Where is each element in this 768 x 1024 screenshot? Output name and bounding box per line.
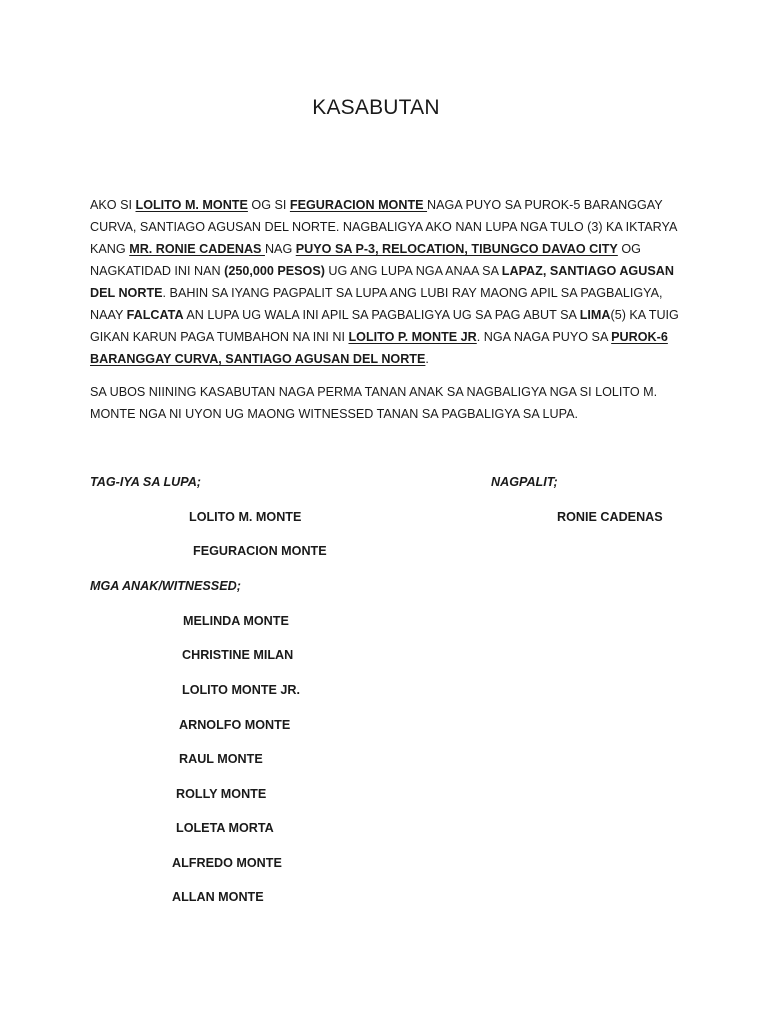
paragraph-segment: (5) KA TUIG GIKAN KARUN PAGA TUMBAHON NA INI NI: [90, 308, 679, 344]
witness-name: LOLITO MONTE JR.: [182, 683, 301, 697]
witness-name: ROLLY MONTE: [176, 787, 267, 801]
owner-name: FEGURACION MONTE: [193, 544, 327, 558]
owners-label: TAG-IYA SA LUPA;: [90, 475, 201, 489]
paragraph-segment: LIMA: [579, 308, 611, 322]
witness-name: LOLETA MORTA: [176, 821, 274, 835]
paragraph-segment: PUROK-6 BARANGGAY CURVA, SANTIAGO AGUSAN DEL NORTE: [90, 330, 668, 366]
paragraph-segment: LOLITO M. MONTE: [135, 198, 248, 212]
paragraph-segment: AKO SI: [90, 198, 136, 212]
paragraph-segment: OG SI: [247, 198, 290, 212]
paragraph-segment: LAPAZ, SANTIAGO AGUSAN DEL NORTE: [90, 264, 674, 300]
paragraph-segment: FALCATA: [126, 308, 184, 322]
witness-name: MELINDA MONTE: [183, 614, 289, 628]
paragraph-segment: (250,000 PESOS): [224, 264, 325, 278]
buyer-name: RONIE CADENAS: [557, 510, 663, 524]
buyer-label: NAGPALIT;: [491, 475, 558, 489]
agreement-paragraph: [90, 194, 690, 370]
owner-name: LOLITO M. MONTE: [189, 510, 302, 524]
witness-name: RAUL MONTE: [179, 752, 263, 766]
witnesses-label: MGA ANAK/WITNESSED;: [90, 579, 241, 593]
witness-name: CHRISTINE MILAN: [182, 648, 294, 662]
paragraph-segment: NAGA PUYO SA PUROK-5 BARANGGAY CURVA, SANTIAGO AGUSAN DEL NORTE. NAGBALIGYA AKO NAN LUPA NGA TULO (3) KA IKTARYA KANG: [90, 198, 677, 256]
paragraph-segment: LOLITO P. MONTE JR: [348, 330, 477, 344]
paragraph-segment: FEGURACION MONTE: [289, 198, 428, 212]
paragraph-segment: MR. RONIE CADENAS: [129, 242, 265, 256]
witness-statement-paragraph: SA UBOS NIINING KASABUTAN NAGA PERMA TANAN ANAK SA NAGBALIGYA NGA SI LOLITO M. MONTE NGA NI UYON UG MAONG WITNESSED TANAN SA PAGBALIGYA SA LUPA.: [90, 385, 658, 421]
witness-name: ARNOLFO MONTE: [179, 718, 291, 732]
paragraph-segment: . NGA NAGA PUYO SA: [476, 330, 612, 344]
paragraph-segment: UG ANG LUPA NGA ANAA SA: [324, 264, 502, 278]
witness-name: ALFREDO MONTE: [172, 856, 282, 870]
document-title: KASABUTAN: [312, 96, 440, 119]
paragraph-segment: OG NAGKATIDAD INI NAN: [90, 242, 641, 278]
witness-name: ALLAN MONTE: [172, 890, 264, 904]
paragraph-segment: PUYO SA P-3, RELOCATION, TIBUNGCO DAVAO CITY: [295, 242, 618, 256]
paragraph-segment: . BAHIN SA IYANG PAGPALIT SA LUPA ANG LUBI RAY MAONG APIL SA PAGBALIGYA, NAAY: [90, 286, 663, 322]
paragraph-segment: .: [425, 352, 429, 366]
paragraph-segment: AN LUPA UG WALA INI APIL SA PAGBALIGYA UG SA PAG ABUT SA: [183, 308, 580, 322]
paragraph-segment: NAG: [264, 242, 296, 256]
